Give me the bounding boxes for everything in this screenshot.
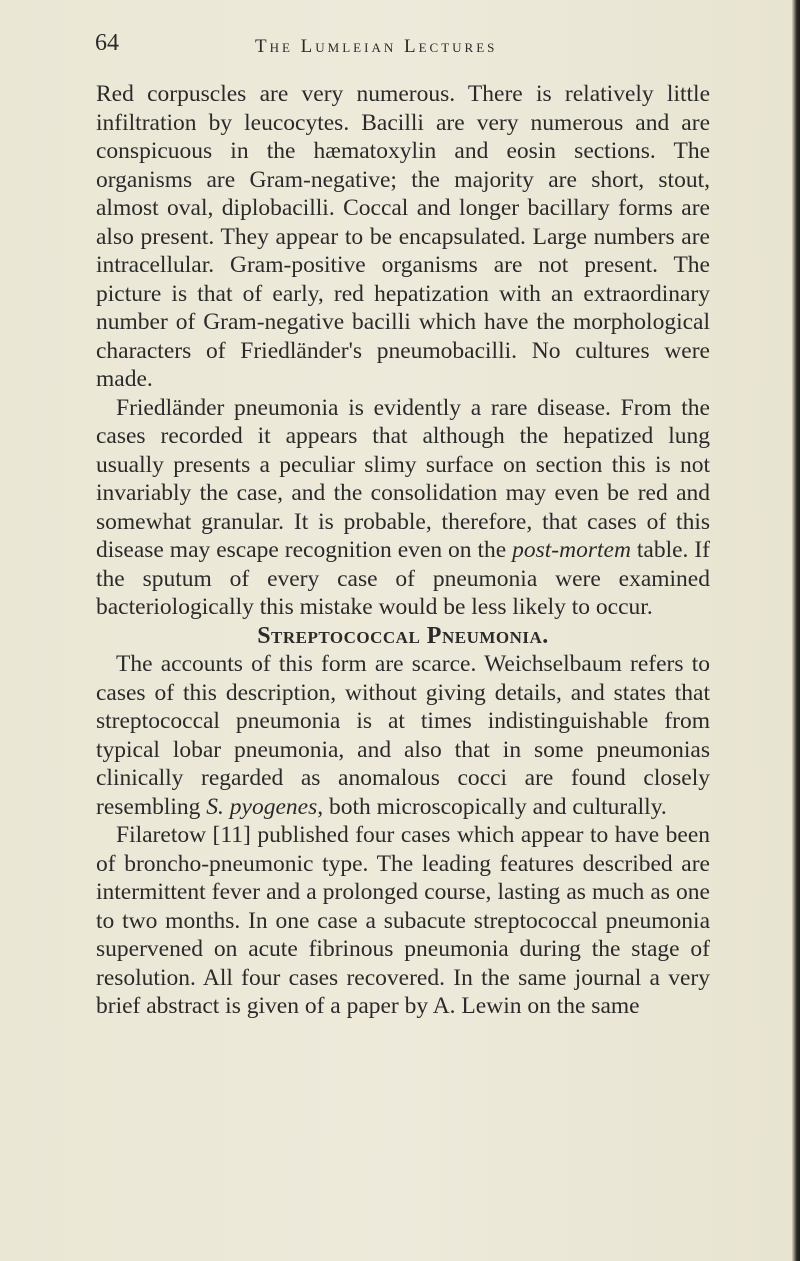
paragraph (96, 80, 710, 394)
page-number: 64 (95, 30, 119, 56)
text-run: , both microscopically and culturally. (317, 793, 667, 820)
text-run: Friedländer pneumonia is evidently a rare disease. From the cases recorded it appears that although the hepatized lung usually presents a peculiar slimy surface on section this is not invariably the case, and the consolidation may even be red and somewhat granular. It is probable, therefore, that cases of this disease may escape recognition even on the (96, 394, 710, 563)
italic-text: S. pyogenes (206, 793, 318, 820)
text-run: Red corpuscles are very numerous. There is relatively little infiltration by leucocytes. Bacilli are very numerous and are conspicuous in the hæmatoxylin and eosin sections. The organisms are Gram-negative; the majority are short, stout, almost oval, diplobacilli. Coccal and longer bacillary forms are also present. They appear to be encapsulated. Large numbers are intracellular. Gram-positive organisms are not present. The picture is that of early, red hepatization with an extraordinary number of Gram-negative bacilli which have the morphological characters of Friedländer's pneumobacilli. No cultures were made. (96, 81, 710, 392)
text-run: The accounts of this form are scarce. Weichselbaum refers to cases of this description, without giving details, and states that streptococcal pneumonia is at times indistinguishable from typical lobar pneumonia, and also that in some pneumonias clinically regarded as anomalous cocci are found closely resembling (96, 651, 710, 820)
italic-text: post-mortem (512, 537, 631, 563)
paragraph (96, 394, 710, 622)
paragraph (96, 821, 710, 1021)
text-run: Filaretow [11] published four cases which appear to have been of broncho-pneumonic type. The leading features described are intermittent fever and a prolonged course, lasting as much as one to two months. In one case a subacute streptococcal pneumonia supervened on acute fibrinous pneumonia during the stage of resolution. All four cases recovered. In the same journal a very brief abstract is given of a paper by A. Lewin on the same (96, 822, 710, 1019)
page-header (95, 30, 715, 66)
paragraph (96, 650, 710, 821)
page-edge-shadow (792, 0, 800, 1261)
running-head: The Lumleian Lectures (255, 36, 498, 57)
body-text (96, 80, 710, 1021)
section-heading: Streptococcal Pneumonia. (257, 622, 549, 649)
text-run: table. If the sputum of every case of pneumonia were examined bacteriologically this mistake would be less likely to occur. (96, 537, 710, 620)
